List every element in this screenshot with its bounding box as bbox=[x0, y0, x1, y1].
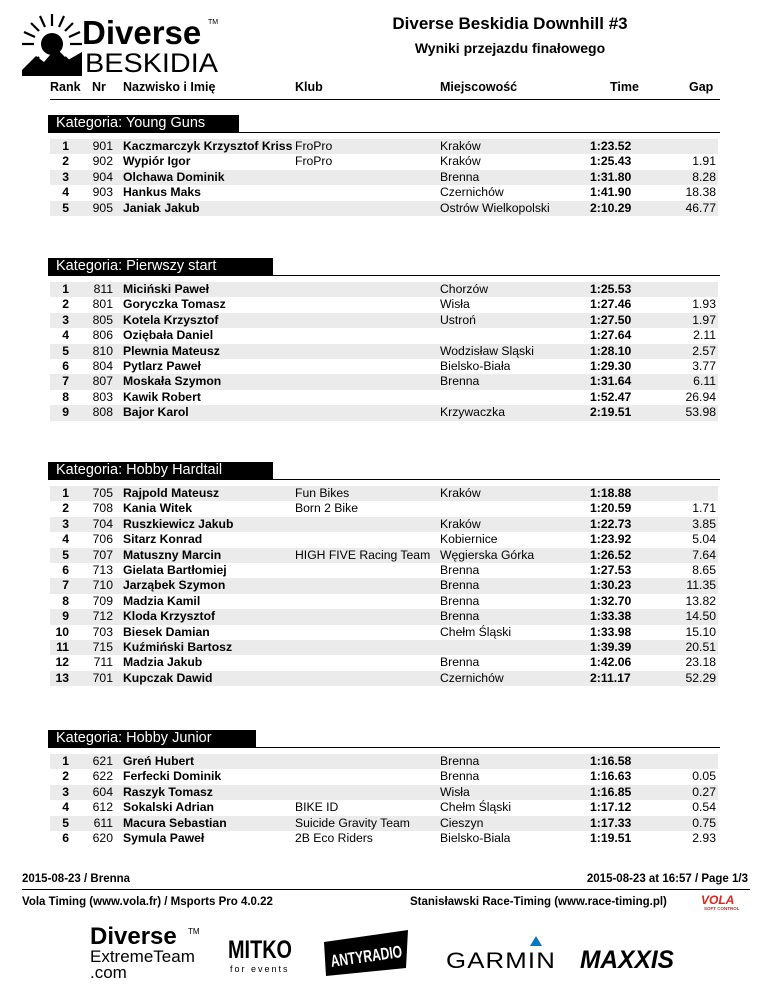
cell-nr: 803 bbox=[92, 389, 113, 404]
cell-time: 1:29.30 bbox=[590, 359, 632, 373]
cell-time: 1:22.73 bbox=[590, 516, 632, 531]
cell-nr: 905 bbox=[92, 200, 113, 215]
cell-nr: 621 bbox=[92, 754, 113, 768]
cell-rank: 3 bbox=[62, 784, 69, 799]
cell-nr: 805 bbox=[92, 312, 113, 327]
footer-timing: Stanisławski Race-Timing (www.race-timing.pl) bbox=[410, 896, 667, 908]
cell-name: Pytlarz Paweł bbox=[123, 359, 201, 373]
cell-club: Born 2 Bike bbox=[295, 501, 359, 516]
cell-time: 1:42.06 bbox=[590, 655, 632, 670]
cell-rank: 2 bbox=[62, 501, 69, 516]
cell-gap: 1.93 bbox=[692, 297, 716, 312]
cell-nr: 807 bbox=[92, 374, 113, 389]
cell-gap: 8.65 bbox=[692, 563, 716, 577]
cell-time: 1:20.59 bbox=[590, 501, 632, 516]
result-row bbox=[50, 769, 718, 784]
sponsor-antyradio-logo bbox=[320, 922, 433, 982]
result-row bbox=[50, 486, 718, 501]
cell-time: 1:23.92 bbox=[590, 532, 632, 547]
result-row bbox=[50, 625, 718, 640]
cell-rank: 11 bbox=[56, 640, 69, 654]
cell-gap: 20.51 bbox=[685, 640, 716, 654]
sponsor-diverse-logo bbox=[88, 922, 208, 982]
cell-gap: 0.05 bbox=[692, 769, 716, 784]
cell-city: Kraków bbox=[440, 486, 481, 500]
cell-gap: 13.82 bbox=[685, 593, 716, 608]
sponsor-maxxis-logo bbox=[578, 922, 678, 982]
cell-city: Chełm Śląski bbox=[440, 624, 512, 639]
cell-time: 1:33.98 bbox=[590, 624, 632, 639]
category-divider bbox=[48, 479, 720, 480]
cell-rank: 9 bbox=[62, 609, 69, 624]
cell-time: 1:30.23 bbox=[590, 578, 632, 593]
col-header-time: Time bbox=[610, 80, 639, 94]
cell-nr: 611 bbox=[93, 815, 113, 830]
cell-club: Fun Bikes bbox=[295, 486, 350, 500]
footer-divider bbox=[22, 889, 750, 890]
cell-city: Brenna bbox=[440, 754, 480, 768]
cell-city: Wisła bbox=[440, 784, 470, 799]
result-row bbox=[50, 154, 718, 169]
cell-gap: 15.10 bbox=[685, 624, 716, 639]
cell-nr: 713 bbox=[92, 563, 113, 577]
cell-rank: 13 bbox=[55, 670, 69, 685]
result-row bbox=[50, 328, 718, 343]
result-row bbox=[50, 374, 718, 389]
cell-name: Ferfecki Dominik bbox=[123, 769, 222, 784]
result-row bbox=[50, 831, 718, 846]
cell-nr: 811 bbox=[93, 282, 113, 296]
category-header: Kategoria: Hobby Hardtail bbox=[48, 462, 273, 479]
result-row bbox=[50, 282, 718, 297]
cell-nr: 711 bbox=[93, 655, 113, 670]
cell-name: Kawik Robert bbox=[123, 389, 201, 404]
cell-rank: 12 bbox=[55, 655, 69, 670]
cell-rank: 1 bbox=[62, 754, 69, 768]
cell-rank: 6 bbox=[62, 359, 69, 373]
sponsor-diverse-top: Diverse bbox=[90, 923, 177, 950]
cell-name: Plewnia Mateusz bbox=[123, 343, 220, 358]
cell-city: Brenna bbox=[440, 374, 480, 389]
cell-city: Chorzów bbox=[440, 282, 489, 296]
cell-time: 1:17.33 bbox=[590, 815, 632, 830]
cell-name: Biesek Damian bbox=[123, 624, 210, 639]
result-row bbox=[50, 313, 718, 328]
cell-rank: 4 bbox=[62, 532, 69, 547]
cell-name: Wypiór Igor bbox=[123, 154, 191, 169]
cell-nr: 903 bbox=[92, 185, 113, 200]
cell-rank: 1 bbox=[62, 282, 69, 296]
col-header-name: Nazwisko i Imię bbox=[123, 80, 216, 94]
result-row bbox=[50, 671, 718, 686]
cell-time: 1:27.53 bbox=[590, 563, 632, 577]
result-row bbox=[50, 344, 718, 359]
cell-gap: 26.94 bbox=[685, 389, 716, 404]
cell-city: Brenna bbox=[440, 655, 480, 670]
cell-name: Rajpold Mateusz bbox=[123, 486, 220, 500]
cell-gap: 52.29 bbox=[685, 670, 716, 685]
cell-nr: 604 bbox=[92, 784, 113, 799]
sponsor-antyradio-text: ANTYRADIO bbox=[329, 938, 433, 971]
cell-nr: 709 bbox=[92, 593, 113, 608]
document-subtitle: Wyniki przejazdu finałowego bbox=[414, 40, 606, 56]
cell-gap: 2.57 bbox=[692, 343, 716, 358]
cell-time: 2:10.29 bbox=[590, 200, 632, 215]
cell-name: Miciński Paweł bbox=[123, 282, 210, 296]
category-header: Kategoria: Pierwszy start bbox=[48, 258, 273, 275]
cell-nr: 703 bbox=[92, 624, 113, 639]
cell-time: 1:25.53 bbox=[590, 282, 632, 296]
result-row bbox=[50, 578, 718, 593]
cell-club: BIKE ID bbox=[295, 800, 339, 815]
cell-city: Czernichów bbox=[440, 185, 504, 200]
col-header-club: Klub bbox=[295, 80, 323, 94]
cell-name: Jarząbek Szymon bbox=[123, 578, 226, 593]
cell-rank: 7 bbox=[62, 578, 69, 593]
logo-tm: TM bbox=[208, 19, 219, 26]
cell-gap: 8.28 bbox=[692, 169, 716, 184]
cell-gap: 1.71 bbox=[692, 501, 716, 516]
cell-rank: 6 bbox=[62, 831, 69, 845]
cell-club: FroPro bbox=[295, 154, 333, 169]
cell-name: Kuźmiński Bartosz bbox=[123, 640, 233, 654]
cell-rank: 5 bbox=[62, 343, 69, 358]
cell-time: 1:31.80 bbox=[590, 169, 632, 184]
cell-time: 1:23.52 bbox=[590, 139, 632, 153]
cell-gap: 14.50 bbox=[685, 609, 716, 624]
sponsor-mitko-text: MITKO bbox=[228, 936, 292, 964]
category-divider bbox=[48, 747, 720, 748]
cell-rank: 5 bbox=[62, 200, 69, 215]
sponsor-diverse-bottom: .com bbox=[90, 963, 127, 982]
cell-city: Bielsko-Biala bbox=[440, 831, 511, 845]
cell-nr: 904 bbox=[92, 169, 113, 184]
cell-time: 1:31.64 bbox=[590, 374, 632, 389]
cell-name: Janiak Jakub bbox=[123, 200, 200, 215]
cell-rank: 9 bbox=[62, 405, 69, 420]
cell-name: Gielata Bartłomiej bbox=[123, 563, 227, 577]
cell-name: Macura Sebastian bbox=[123, 815, 227, 830]
result-row bbox=[50, 563, 718, 578]
vola-logo bbox=[700, 893, 752, 911]
sunburst-icon bbox=[22, 14, 82, 76]
cell-time: 1:16.63 bbox=[590, 769, 632, 784]
cell-time: 1:27.64 bbox=[590, 328, 632, 343]
vola-logo-text: VOLA bbox=[701, 893, 735, 907]
footer-printed: 2015-08-23 at 16:57 / Page 1/3 bbox=[586, 873, 748, 885]
cell-gap: 0.54 bbox=[692, 800, 716, 815]
cell-time: 1:33.38 bbox=[590, 609, 632, 624]
result-row bbox=[50, 640, 718, 655]
cell-nr: 620 bbox=[92, 831, 113, 845]
cell-rank: 5 bbox=[62, 815, 69, 830]
cell-name: Symula Paweł bbox=[123, 831, 205, 845]
cell-nr: 801 bbox=[92, 297, 113, 312]
cell-city: Kobiernice bbox=[440, 532, 498, 547]
cell-time: 1:27.46 bbox=[590, 297, 632, 312]
cell-city: Ostrów Wielkopolski bbox=[440, 200, 550, 215]
result-row bbox=[50, 816, 718, 831]
cell-nr: 902 bbox=[92, 154, 113, 169]
cell-nr: 808 bbox=[92, 405, 113, 420]
cell-name: Kupczak Dawid bbox=[123, 670, 213, 685]
cell-time: 1:16.85 bbox=[590, 784, 632, 799]
logo-text-top: Diverse bbox=[82, 14, 202, 51]
cell-name: Matuszny Marcin bbox=[123, 547, 222, 562]
cell-city: Wisła bbox=[440, 297, 470, 312]
cell-club: 2B Eco Riders bbox=[295, 831, 373, 845]
category-header: Kategoria: Young Guns bbox=[48, 115, 239, 132]
cell-nr: 806 bbox=[92, 328, 113, 343]
cell-nr: 901 bbox=[92, 139, 113, 153]
result-row bbox=[50, 405, 718, 420]
cell-rank: 2 bbox=[62, 297, 69, 312]
cell-time: 1:26.52 bbox=[590, 547, 632, 562]
result-row bbox=[50, 517, 718, 532]
result-row bbox=[50, 170, 718, 185]
cell-city: Brenna bbox=[440, 769, 480, 784]
col-header-rank: Rank bbox=[50, 80, 81, 94]
cell-city: Węgierska Górka bbox=[440, 547, 535, 562]
cell-gap: 0.75 bbox=[692, 815, 716, 830]
cell-city: Bielsko-Biała bbox=[440, 359, 511, 373]
cell-gap: 6.11 bbox=[693, 374, 716, 389]
cell-rank: 3 bbox=[62, 312, 69, 327]
cell-rank: 10 bbox=[55, 624, 69, 639]
cell-name: Kaczmarczyk Krzysztof Kriss bbox=[123, 139, 293, 153]
cell-time: 2:19.51 bbox=[590, 405, 632, 420]
sponsor-diverse-tm: TM bbox=[188, 927, 200, 936]
cell-name: Sitarz Konrad bbox=[123, 532, 203, 547]
cell-city: Czernichów bbox=[440, 670, 504, 685]
category-header: Kategoria: Hobby Junior bbox=[48, 730, 256, 747]
cell-name: Greń Hubert bbox=[123, 754, 195, 768]
cell-name: Hankus Maks bbox=[123, 185, 201, 200]
cell-time: 1:18.88 bbox=[590, 486, 632, 500]
cell-city: Kraków bbox=[440, 139, 481, 153]
cell-city: Cieszyn bbox=[440, 815, 484, 830]
cell-rank: 1 bbox=[62, 139, 69, 153]
cell-city: Krzywaczka bbox=[440, 405, 506, 420]
cell-city: Brenna bbox=[440, 593, 480, 608]
result-row bbox=[50, 548, 718, 563]
cell-rank: 8 bbox=[62, 389, 69, 404]
cell-nr: 804 bbox=[92, 359, 113, 373]
cell-time: 1:41.90 bbox=[590, 185, 632, 200]
cell-gap: 53.98 bbox=[685, 405, 716, 420]
cell-gap: 2.11 bbox=[693, 328, 716, 343]
cell-city: Ustroń bbox=[440, 312, 476, 327]
cell-name: Kotela Krzysztof bbox=[123, 312, 219, 327]
cell-gap: 1.91 bbox=[692, 154, 716, 169]
cell-nr: 810 bbox=[92, 343, 113, 358]
cell-name: Moskała Szymon bbox=[123, 374, 222, 389]
cell-rank: 8 bbox=[62, 593, 69, 608]
sponsor-diverse-mid: ExtremeTeam bbox=[90, 947, 195, 966]
cell-nr: 612 bbox=[92, 800, 113, 815]
sponsor-mitko-logo bbox=[226, 922, 296, 982]
result-row bbox=[50, 532, 718, 547]
cell-nr: 708 bbox=[92, 501, 113, 516]
cell-gap: 3.77 bbox=[692, 359, 716, 373]
cell-time: 1:32.70 bbox=[590, 593, 632, 608]
cell-time: 1:39.39 bbox=[590, 640, 632, 654]
cell-city: Wodzisław Sląski bbox=[440, 343, 534, 358]
cell-time: 1:28.10 bbox=[590, 343, 632, 358]
cell-gap: 23.18 bbox=[685, 655, 716, 670]
cell-club: FroPro bbox=[295, 139, 333, 153]
cell-club: HIGH FIVE Racing Team bbox=[295, 547, 431, 562]
cell-time: 1:17.12 bbox=[590, 800, 632, 815]
category-divider bbox=[48, 275, 720, 276]
header-divider bbox=[50, 99, 720, 100]
cell-gap: 11.35 bbox=[686, 578, 716, 593]
result-row bbox=[50, 754, 718, 769]
cell-nr: 710 bbox=[92, 578, 113, 593]
cell-name: Raszyk Tomasz bbox=[123, 784, 213, 799]
sponsor-garmin-text: GARMIN bbox=[446, 948, 556, 973]
col-header-nr: Nr bbox=[92, 80, 106, 94]
cell-city: Brenna bbox=[440, 578, 480, 593]
vola-logo-sub: SOFT CONTROL bbox=[704, 906, 740, 911]
cell-nr: 704 bbox=[92, 516, 113, 531]
cell-rank: 2 bbox=[62, 154, 69, 169]
col-header-city: Miejscowość bbox=[440, 80, 518, 94]
cell-city: Brenna bbox=[440, 169, 480, 184]
cell-gap: 46.77 bbox=[685, 200, 716, 215]
cell-club: Suicide Gravity Team bbox=[295, 815, 410, 830]
result-row bbox=[50, 359, 718, 374]
footer-date-place: 2015-08-23 / Brenna bbox=[22, 873, 131, 885]
cell-name: Olchawa Dominik bbox=[123, 169, 225, 184]
cell-rank: 4 bbox=[62, 800, 69, 815]
result-row bbox=[50, 201, 718, 216]
cell-time: 1:19.51 bbox=[590, 831, 632, 845]
cell-time: 2:11.17 bbox=[590, 670, 631, 685]
garmin-triangle-icon bbox=[530, 936, 542, 946]
result-row bbox=[50, 594, 718, 609]
sponsor-mitko-sub: for events bbox=[230, 964, 290, 974]
footer-software: Vola Timing (www.vola.fr) / Msports Pro 4.0.22 bbox=[22, 896, 273, 908]
cell-nr: 715 bbox=[92, 640, 113, 654]
cell-name: Goryczka Tomasz bbox=[123, 297, 226, 312]
cell-rank: 2 bbox=[62, 769, 69, 784]
col-header-gap: Gap bbox=[689, 80, 714, 94]
logo-text-bottom: BESKIDIA bbox=[85, 48, 218, 78]
result-row bbox=[50, 785, 718, 800]
cell-nr: 701 bbox=[92, 670, 113, 685]
sponsor-garmin-logo bbox=[444, 922, 560, 982]
cell-gap: 7.64 bbox=[692, 547, 716, 562]
cell-rank: 3 bbox=[62, 169, 69, 184]
cell-name: Kloda Krzysztof bbox=[123, 609, 216, 624]
cell-time: 1:27.50 bbox=[590, 312, 632, 327]
cell-gap: 2.93 bbox=[692, 831, 716, 845]
cell-gap: 5.04 bbox=[692, 532, 716, 547]
cell-time: 1:25.43 bbox=[590, 154, 632, 169]
cell-nr: 705 bbox=[92, 486, 113, 500]
cell-name: Sokalski Adrian bbox=[123, 800, 214, 815]
cell-rank: 5 bbox=[62, 547, 69, 562]
cell-nr: 706 bbox=[92, 532, 113, 547]
diverse-beskidia-logo bbox=[22, 12, 222, 76]
cell-time: 1:52.47 bbox=[590, 389, 632, 404]
cell-gap: 18.38 bbox=[685, 185, 716, 200]
result-row bbox=[50, 185, 718, 200]
cell-city: Brenna bbox=[440, 563, 480, 577]
result-row bbox=[50, 297, 718, 312]
cell-rank: 7 bbox=[62, 374, 69, 389]
result-row bbox=[50, 390, 718, 405]
category-divider bbox=[48, 132, 720, 133]
cell-rank: 3 bbox=[62, 516, 69, 531]
cell-city: Chełm Śląski bbox=[440, 800, 512, 815]
cell-name: Bajor Karol bbox=[123, 405, 189, 420]
document-title: Diverse Beskidia Downhill #3 bbox=[392, 14, 628, 33]
cell-rank: 4 bbox=[62, 328, 69, 343]
cell-gap: 1.97 bbox=[692, 312, 716, 327]
cell-rank: 1 bbox=[62, 486, 69, 500]
cell-rank: 4 bbox=[62, 185, 69, 200]
cell-gap: 3.85 bbox=[692, 516, 716, 531]
cell-name: Oziębała Daniel bbox=[123, 328, 214, 343]
cell-gap: 0.27 bbox=[692, 784, 716, 799]
result-row bbox=[50, 655, 718, 670]
cell-nr: 622 bbox=[92, 769, 113, 784]
cell-name: Ruszkiewicz Jakub bbox=[123, 516, 234, 531]
cell-rank: 6 bbox=[62, 563, 69, 577]
sponsor-maxxis-text: MAXXIS bbox=[580, 946, 675, 974]
cell-city: Kraków bbox=[440, 154, 481, 169]
cell-city: Brenna bbox=[440, 609, 480, 624]
cell-name: Madzia Jakub bbox=[123, 655, 203, 670]
cell-name: Madzia Kamil bbox=[123, 593, 201, 608]
result-row bbox=[50, 139, 718, 154]
result-row bbox=[50, 800, 718, 815]
cell-time: 1:16.58 bbox=[590, 754, 632, 768]
result-row bbox=[50, 501, 718, 516]
cell-nr: 707 bbox=[92, 547, 113, 562]
cell-nr: 712 bbox=[92, 609, 113, 624]
cell-city: Kraków bbox=[440, 516, 481, 531]
cell-name: Kania Witek bbox=[123, 501, 192, 516]
result-row bbox=[50, 609, 718, 624]
